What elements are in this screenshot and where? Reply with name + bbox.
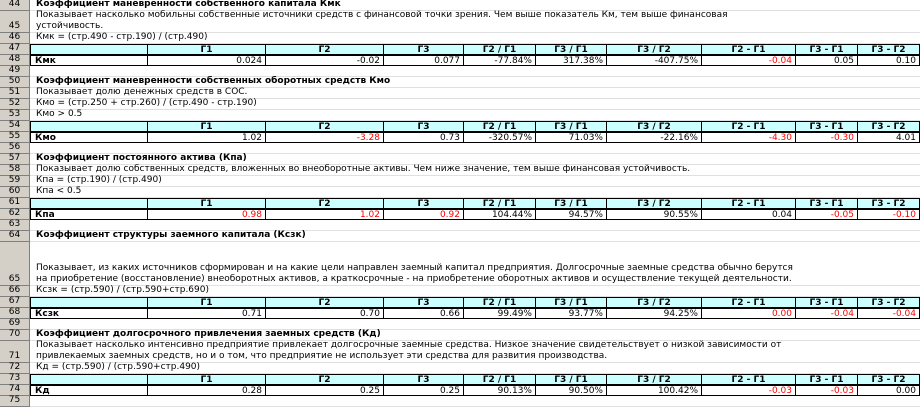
section-title-text[interactable]: Коэффициент маневренности собственных оборотных средств Кмо xyxy=(36,76,391,86)
column-header-cell[interactable]: Г2 / Г1 xyxy=(464,198,536,209)
section-formula-text[interactable]: Кмо = (стр.250 + стр.260) / (стр.490 - стр.190) xyxy=(36,98,257,108)
value-cell[interactable]: 0.05 xyxy=(796,55,858,66)
row-header-58[interactable]: 58 xyxy=(0,165,30,176)
column-header-cell[interactable]: Г2 - Г1 xyxy=(702,297,796,308)
section-formula xyxy=(0,176,920,187)
row-header-69[interactable]: 69 xyxy=(0,319,30,330)
section-formula-text[interactable]: Кпа = (стр.190) / (стр.490) xyxy=(36,175,162,185)
column-header-cell[interactable]: Г2 xyxy=(266,374,384,385)
row-header-63[interactable]: 63 xyxy=(0,220,30,231)
column-header-cell[interactable]: Г3 xyxy=(384,198,464,209)
section-title-text[interactable]: Коэффициент долгосрочного привлечения заемных средств (Кд) xyxy=(36,329,381,339)
column-header-cell[interactable]: Г3 xyxy=(384,121,464,132)
row-header-61[interactable]: 61 xyxy=(0,198,30,209)
column-header-cell[interactable]: Г1 xyxy=(148,297,266,308)
value-cell[interactable]: -4.30 xyxy=(702,132,796,143)
column-header-cell[interactable]: Г2 / Г1 xyxy=(464,374,536,385)
section-description-text[interactable]: Показывает долю собственных средств, вложенных во внеоборотные активы. Чем ниже значение, тем выше финансовая устойчивость. xyxy=(36,164,691,174)
table-header-row xyxy=(0,297,920,308)
column-header-cell[interactable]: Г2 - Г1 xyxy=(702,374,796,385)
value-cell[interactable]: 0.25 xyxy=(384,385,464,396)
value-cell[interactable]: 94.25% xyxy=(607,308,702,319)
section-description-text[interactable]: Показывает, из каких источников сформирован и на какие цели направлен заемный капитал предприятия. Долгосрочные заемные средства обычно берутся на приобретение (восстановление) внеоборотных активов, а краткосрочные - на приобретение оборотных активов и осуществление текущей деятельности. xyxy=(36,263,793,284)
column-header-cell[interactable]: Г2 xyxy=(266,297,384,308)
value-cell[interactable]: 0.71 xyxy=(148,308,266,319)
value-cell[interactable]: 0.024 xyxy=(148,55,266,66)
table-header-row xyxy=(0,198,920,209)
value-cell[interactable]: 0.70 xyxy=(266,308,384,319)
value-cell[interactable]: 104.44% xyxy=(464,209,536,220)
value-cell[interactable]: -22.16% xyxy=(607,132,702,143)
column-header-cell[interactable]: Г2 xyxy=(266,121,384,132)
value-cell[interactable]: -0.30 xyxy=(796,132,858,143)
value-cell[interactable]: -320.57% xyxy=(464,132,536,143)
section-title-text[interactable]: Коэффициент постоянного актива (Кпа) xyxy=(36,153,247,163)
header-blank-cell[interactable] xyxy=(30,198,148,209)
row-header-56[interactable]: 56 xyxy=(0,143,30,154)
column-header-cell[interactable]: Г2 - Г1 xyxy=(702,44,796,55)
value-cell[interactable]: -0.02 xyxy=(266,55,384,66)
value-cell[interactable]: -0.04 xyxy=(796,308,858,319)
value-cell[interactable]: -0.03 xyxy=(702,385,796,396)
column-header-cell[interactable]: Г1 xyxy=(148,198,266,209)
value-cell[interactable]: 0.10 xyxy=(858,55,920,66)
row-header-60[interactable]: 60 xyxy=(0,187,30,198)
row-header-45[interactable]: 45 xyxy=(0,11,30,33)
column-header-cell[interactable]: Г2 - Г1 xyxy=(702,121,796,132)
value-cell[interactable]: 90.55% xyxy=(607,209,702,220)
section-norm-text[interactable]: Кпа < 0.5 xyxy=(36,186,82,196)
column-header-cell[interactable]: Г3 - Г1 xyxy=(796,44,858,55)
row-header-50[interactable]: 50 xyxy=(0,77,30,88)
header-blank-cell[interactable] xyxy=(30,297,148,308)
row-header-52[interactable]: 52 xyxy=(0,99,30,110)
column-header-cell[interactable]: Г3 / Г1 xyxy=(536,44,607,55)
column-header-cell[interactable]: Г3 - Г2 xyxy=(858,44,920,55)
column-header-cell[interactable]: Г3 - Г1 xyxy=(796,121,858,132)
column-header-cell[interactable]: Г1 xyxy=(148,374,266,385)
value-cell[interactable]: -0.10 xyxy=(858,209,920,220)
row-header-73[interactable]: 73 xyxy=(0,374,30,385)
row-grid xyxy=(30,187,920,198)
row-header-53[interactable]: 53 xyxy=(0,110,30,121)
header-blank-cell[interactable] xyxy=(30,121,148,132)
header-blank-cell[interactable] xyxy=(30,374,148,385)
row-header-66[interactable]: 66 xyxy=(0,286,30,297)
value-cell[interactable]: -0.04 xyxy=(858,308,920,319)
row-header-54[interactable]: 54 xyxy=(0,121,30,132)
table-header-row xyxy=(0,44,920,55)
column-header-cell[interactable]: Г1 xyxy=(148,121,266,132)
value-cell[interactable]: 0.00 xyxy=(858,385,920,396)
section-norm-text[interactable]: Кмо > 0.5 xyxy=(36,109,83,119)
section-description xyxy=(0,11,920,33)
value-cell[interactable]: -0.05 xyxy=(796,209,858,220)
row-grid xyxy=(30,110,920,121)
header-blank-cell[interactable] xyxy=(30,44,148,55)
value-cell[interactable]: -3.28 xyxy=(266,132,384,143)
section-description-text[interactable]: Показывает насколько мобильны собственные источники средств с финансовой точки зрения. Чем выше показатель Км, тем выше финансовая устойчивость. xyxy=(36,10,728,31)
section-description xyxy=(0,242,920,286)
table-row xyxy=(0,385,920,396)
value-cell[interactable]: 0.92 xyxy=(384,209,464,220)
column-header-cell[interactable]: Г2 xyxy=(266,198,384,209)
row-header-75[interactable]: 75 xyxy=(0,396,30,407)
value-cell[interactable]: 93.77% xyxy=(536,308,607,319)
column-header-cell[interactable]: Г3 xyxy=(384,297,464,308)
value-cell[interactable]: 317.38% xyxy=(536,55,607,66)
row-header-51[interactable]: 51 xyxy=(0,88,30,99)
column-header-cell[interactable]: Г3 - Г2 xyxy=(858,121,920,132)
table-row xyxy=(0,308,920,319)
value-cell[interactable]: -0.03 xyxy=(796,385,858,396)
value-cell[interactable]: 0.25 xyxy=(266,385,384,396)
row-label-cell[interactable]: Кпа xyxy=(30,209,148,220)
section-description-text[interactable]: Показывает насколько интенсивно предприятие привлекает долгосрочные заемные средства. Низкое значение свидетельствует о низкой зависимости от привлекаемых заемных средств, но и о том, что предприятие не использует эти средства для развития производства. xyxy=(36,340,782,361)
value-cell[interactable]: 4.01 xyxy=(858,132,920,143)
row-header-70[interactable]: 70 xyxy=(0,330,30,341)
section-description xyxy=(0,341,920,363)
column-header-cell[interactable]: Г3 / Г1 xyxy=(536,198,607,209)
column-header-cell[interactable]: Г3 - Г2 xyxy=(858,198,920,209)
value-cell[interactable]: 100.42% xyxy=(607,385,702,396)
table-row xyxy=(0,132,920,143)
row-grid xyxy=(30,396,920,407)
column-header-cell[interactable]: Г3 - Г2 xyxy=(858,297,920,308)
row-header-62[interactable]: 62 xyxy=(0,209,30,220)
row-grid xyxy=(30,176,920,187)
row-header-72[interactable]: 72 xyxy=(0,363,30,374)
value-cell[interactable]: 0.73 xyxy=(384,132,464,143)
value-cell[interactable]: 94.57% xyxy=(536,209,607,220)
column-header-cell[interactable]: Г3 / Г1 xyxy=(536,374,607,385)
column-header-cell[interactable]: Г3 - Г1 xyxy=(796,297,858,308)
value-cell[interactable]: 0.00 xyxy=(702,308,796,319)
table-header-row xyxy=(0,121,920,132)
row-header-49[interactable]: 49 xyxy=(0,66,30,77)
column-header-cell[interactable]: Г3 / Г1 xyxy=(536,297,607,308)
column-header-cell[interactable]: Г3 / Г2 xyxy=(607,374,702,385)
row-header-44[interactable]: 44 xyxy=(0,0,30,11)
row-header-57[interactable]: 57 xyxy=(0,154,30,165)
column-header-cell[interactable]: Г3 / Г1 xyxy=(536,121,607,132)
row-label-cell[interactable]: Кд xyxy=(30,385,148,396)
column-header-cell[interactable]: Г3 xyxy=(384,44,464,55)
section-title-text[interactable]: Коэффициент маневренности собственного капитала Кмк xyxy=(36,0,341,9)
row-header-67[interactable]: 67 xyxy=(0,297,30,308)
section-norm xyxy=(0,187,920,198)
table-header-row xyxy=(0,374,920,385)
column-header-cell[interactable]: Г1 xyxy=(148,44,266,55)
column-header-cell[interactable]: Г2 / Г1 xyxy=(464,44,536,55)
row-header-74[interactable]: 74 xyxy=(0,385,30,396)
row-header-71[interactable]: 71 xyxy=(0,341,30,363)
value-cell[interactable]: 1.02 xyxy=(266,209,384,220)
column-header-cell[interactable]: Г3 - Г1 xyxy=(796,374,858,385)
column-header-cell[interactable]: Г3 / Г2 xyxy=(607,198,702,209)
column-header-cell[interactable]: Г2 - Г1 xyxy=(702,198,796,209)
column-header-cell[interactable]: Г2 / Г1 xyxy=(464,121,536,132)
value-cell[interactable]: 71.03% xyxy=(536,132,607,143)
table-row xyxy=(0,55,920,66)
column-header-cell[interactable]: Г3 / Г2 xyxy=(607,297,702,308)
value-cell[interactable]: -0.04 xyxy=(702,55,796,66)
section-description-text[interactable]: Показывает долю денежных средств в СОС. xyxy=(36,87,248,97)
value-cell[interactable]: 0.077 xyxy=(384,55,464,66)
row-label-cell[interactable]: Кмо xyxy=(30,132,148,143)
row-label-cell[interactable]: Ксзк xyxy=(30,308,148,319)
value-cell[interactable]: -407.75% xyxy=(607,55,702,66)
value-cell[interactable]: 0.04 xyxy=(702,209,796,220)
section-formula xyxy=(0,286,920,297)
row-header-64[interactable]: 64 xyxy=(0,231,30,242)
section-formula xyxy=(0,363,920,374)
row-header-65[interactable]: 65 xyxy=(0,242,30,286)
table-row xyxy=(0,209,920,220)
row-header-55[interactable]: 55 xyxy=(0,132,30,143)
value-cell[interactable]: 0.66 xyxy=(384,308,464,319)
column-header-cell[interactable]: Г2 / Г1 xyxy=(464,297,536,308)
value-cell[interactable]: 90.50% xyxy=(536,385,607,396)
value-cell[interactable]: 0.98 xyxy=(148,209,266,220)
value-cell[interactable]: 90.13% xyxy=(464,385,536,396)
section-formula xyxy=(0,99,920,110)
row-header-48[interactable]: 48 xyxy=(0,55,30,66)
column-header-cell[interactable]: Г3 - Г2 xyxy=(858,374,920,385)
row-header-59[interactable]: 59 xyxy=(0,176,30,187)
value-cell[interactable]: 0.28 xyxy=(148,385,266,396)
column-header-cell[interactable]: Г3 / Г2 xyxy=(607,44,702,55)
row-header-68[interactable]: 68 xyxy=(0,308,30,319)
section-formula-text[interactable]: Кмк = (стр.490 - стр.190) / (стр.490) xyxy=(36,32,208,42)
section-title-text[interactable]: Коэффициент структуры заемного капитала (Ксзк) xyxy=(36,230,306,240)
row-header-47[interactable]: 47 xyxy=(0,44,30,55)
value-cell[interactable]: 99.49% xyxy=(464,308,536,319)
section-formula-text[interactable]: Кд = (стр.590) / (стр.590+стр.490) xyxy=(36,362,201,372)
value-cell[interactable]: 1.02 xyxy=(148,132,266,143)
column-header-cell[interactable]: Г3 - Г1 xyxy=(796,198,858,209)
section-title xyxy=(0,231,920,242)
blank-row xyxy=(0,396,920,407)
row-label-cell[interactable]: Кмк xyxy=(30,55,148,66)
column-header-cell[interactable]: Г2 xyxy=(266,44,384,55)
column-header-cell[interactable]: Г3 / Г2 xyxy=(607,121,702,132)
row-header-46[interactable]: 46 xyxy=(0,33,30,44)
value-cell[interactable]: -77.84% xyxy=(464,55,536,66)
section-norm xyxy=(0,110,920,121)
column-header-cell[interactable]: Г3 xyxy=(384,374,464,385)
section-formula xyxy=(0,33,920,44)
section-formula-text[interactable]: Ксзк = (стр.590) / (стр.590+стр.690) xyxy=(36,285,209,295)
